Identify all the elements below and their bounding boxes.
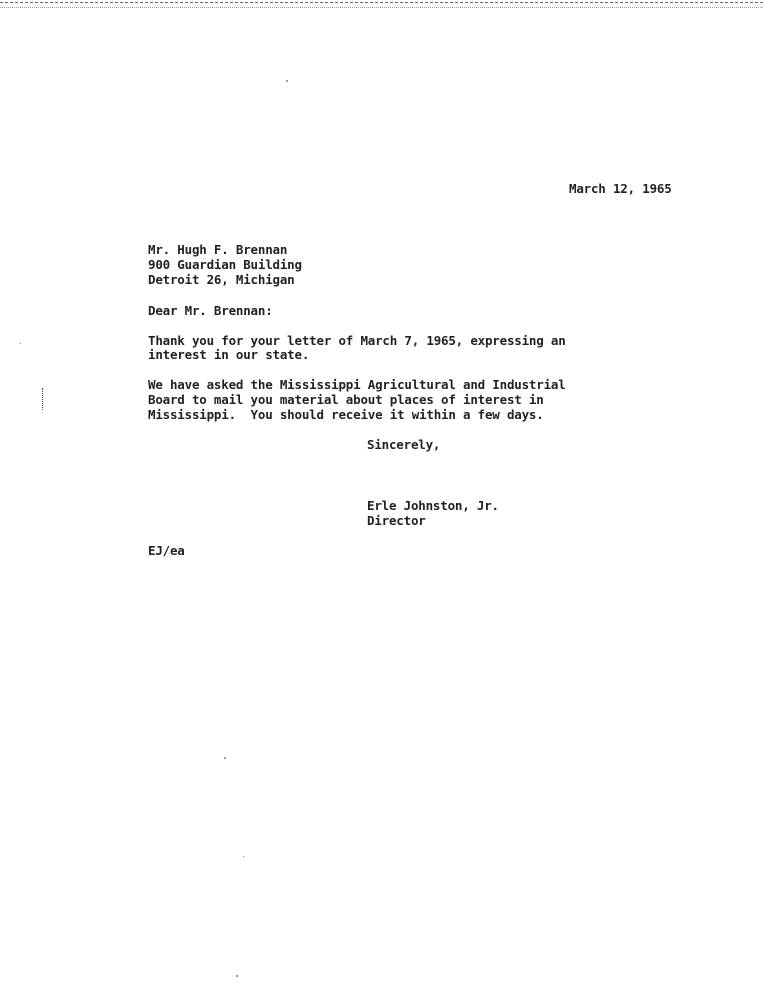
reference-initials: EJ/ea: [148, 543, 185, 558]
scan-speck: [236, 975, 238, 977]
scan-speck: [243, 856, 244, 857]
scan-speck: [224, 757, 226, 759]
scan-speck: [286, 80, 288, 82]
recipient-name: Mr. Hugh F. Brennan: [148, 242, 288, 257]
scan-speck: [20, 343, 21, 344]
signer-title: Director: [367, 513, 426, 528]
recipient-city: Detroit 26, Michigan: [148, 272, 295, 287]
margin-scan-mark: [42, 388, 45, 410]
letter-date: March 12, 1965: [569, 181, 672, 196]
page-top-edge: [0, 2, 763, 8]
salutation: Dear Mr. Brennan:: [148, 303, 273, 318]
paragraph-line: Thank you for your letter of March 7, 1965, expressing an: [148, 333, 566, 348]
recipient-street: 900 Guardian Building: [148, 257, 302, 272]
paragraph-line: We have asked the Mississippi Agricultural and Industrial: [148, 377, 566, 392]
complimentary-closing: Sincerely,: [367, 437, 441, 452]
paragraph-line: interest in our state.: [148, 347, 310, 362]
paragraph-line: Mississippi. You should receive it within a few days.: [148, 407, 544, 422]
signer-name: Erle Johnston, Jr.: [367, 498, 499, 513]
paragraph-line: Board to mail you material about places of interest in: [148, 392, 544, 407]
